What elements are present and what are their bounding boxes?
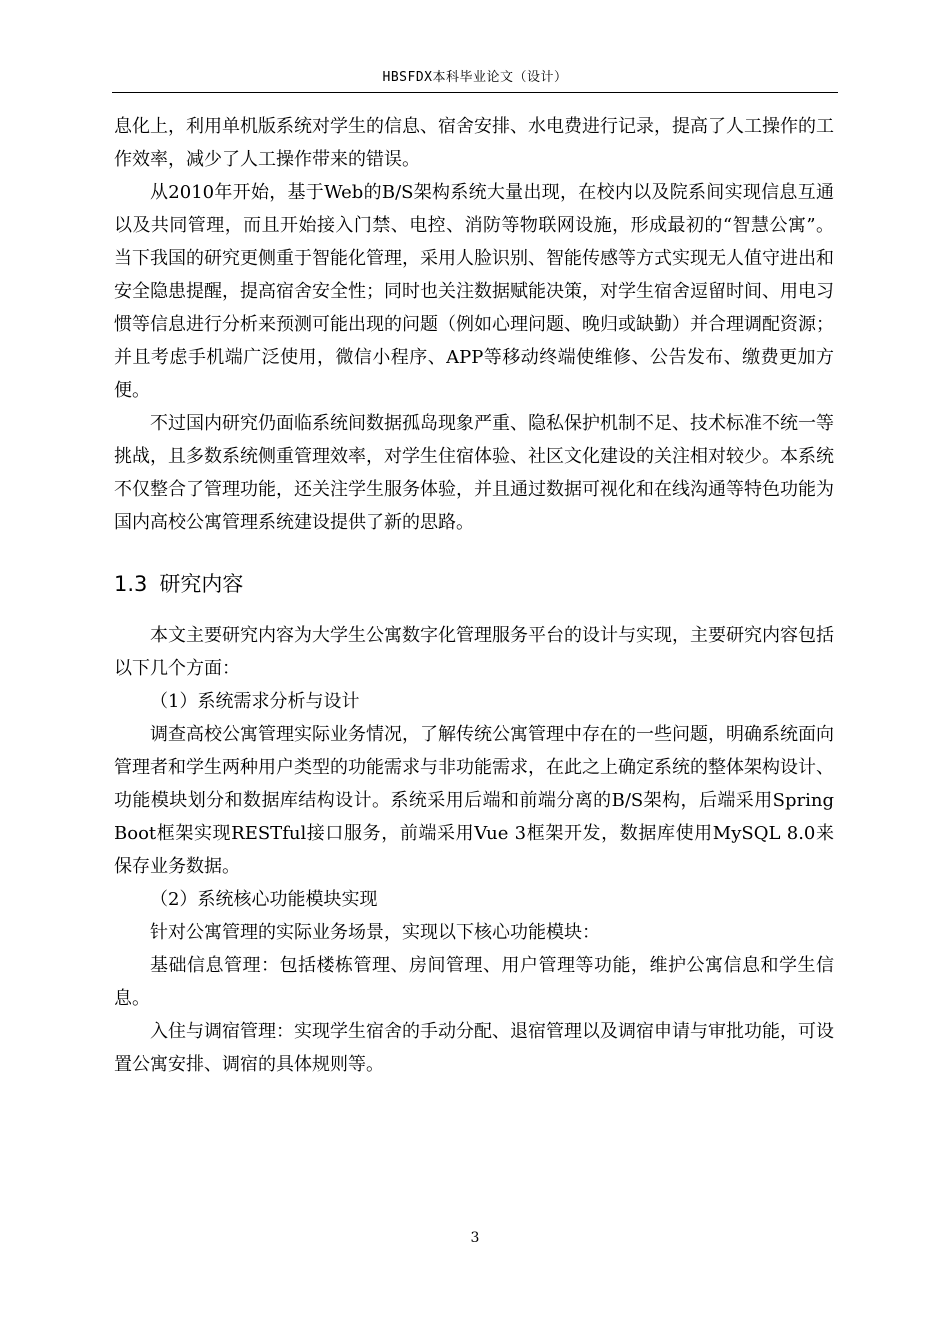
- running-header: HBSFDX本科毕业论文（设计）: [382, 70, 568, 85]
- page-number: 3: [470, 1230, 480, 1246]
- body-paragraph: 不过国内研究仍面临系统间数据孤岛现象严重、隐私保护机制不足、技术标准不统一等挑战，且多数系统侧重管理效率，对学生住宿体验、社区文化建设的关注相对较少。本系统不仅整合了管理功能，还关注学生服务体验，并且通过数据可视化和在线沟通等特色功能为国内高校公寓管理系统建设提供了新的思路。: [114, 413, 834, 533]
- body-paragraph: 针对公寓管理的实际业务场景，实现以下核心功能模块：: [150, 922, 600, 943]
- section-title: 研究内容: [159, 572, 244, 596]
- body-paragraph: 从2010年开始，基于Web的B/S架构系统大量出现，在校内以及院系间实现信息互通以及共同管理，而且开始接入门禁、电控、消防等物联网设施，形成最初的“智慧公寓”。当下我国的研究更侧重于智能化管理，采用人脸识别、智能传感等方式实现无人值守进出和安全隐患提醒，提高宿舍安全性；同时也关注数据赋能决策，对学生宿舍逗留时间、用电习惯等信息进行分析来预测可能出现的问题（例如心理问题、晚归或缺勤）并合理调配资源；并且考虑手机端广泛使用，微信小程序、APP等移动终端使维修、公告发布、缴费更加方便。: [114, 182, 834, 401]
- section-number: 1.3: [114, 572, 148, 596]
- body-paragraph: 息化上，利用单机版系统对学生的信息、宿舍安排、水电费进行记录，提高了人工操作的工作效率，减少了人工操作带来的错误。: [114, 116, 834, 170]
- list-item-heading: （2）系统核心功能模块实现: [150, 889, 378, 910]
- list-item-heading: （1）系统需求分析与设计: [150, 691, 360, 712]
- page-body: [114, 110, 834, 1081]
- body-paragraph: 基础信息管理：包括楼栋管理、房间管理、用户管理等功能，维护公寓信息和学生信息。: [114, 955, 834, 1009]
- section-heading: [114, 569, 834, 599]
- header-rule: [112, 92, 838, 93]
- body-paragraph: 入住与调宿管理：实现学生宿舍的手动分配、退宿管理以及调宿申请与审批功能，可设置公寓安排、调宿的具体规则等。: [114, 1021, 834, 1075]
- body-paragraph: 本文主要研究内容为大学生公寓数字化管理服务平台的设计与实现，主要研究内容包括以下几个方面：: [114, 625, 834, 679]
- body-paragraph: 调查高校公寓管理实际业务情况，了解传统公寓管理中存在的一些问题，明确系统面向管理者和学生两种用户类型的功能需求与非功能需求，在此之上确定系统的整体架构设计、功能模块划分和数据库结构设计。系统采用后端和前端分离的B/S架构，后端采用Spring Boot框架实现RESTful接口服务，前端采用Vue 3框架开发，数据库使用MySQL 8.0来保存业务数据。: [114, 724, 834, 877]
